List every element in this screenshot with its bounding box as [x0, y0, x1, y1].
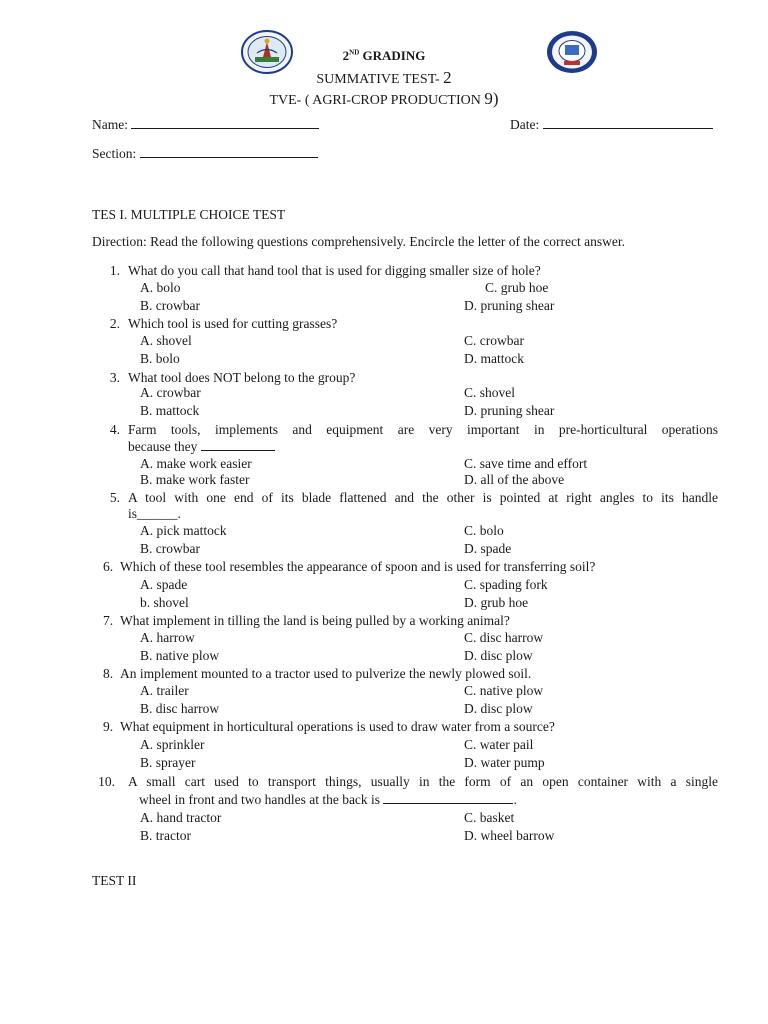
section-label: Section: — [92, 146, 137, 161]
choice-d: D. water pump — [464, 755, 545, 770]
grading-sup: ND — [349, 48, 360, 57]
grading-word: GRADING — [362, 48, 426, 63]
question-text: An implement mounted to a tractor used to pulverize the newly plowed soil. — [120, 666, 532, 681]
choice-d: D. disc plow — [464, 701, 533, 716]
test-title-num: 2 — [443, 68, 452, 87]
grading-title — [0, 48, 768, 64]
question-text: A small cart used to transport things, usually in the form of an open container with a single — [128, 774, 718, 789]
choice-d: D. disc plow — [464, 648, 533, 663]
choice-b: B. disc harrow — [140, 701, 220, 716]
choice-b: B. crowbar — [140, 298, 200, 313]
choice-b: B. sprayer — [140, 755, 196, 770]
choice-b: B. crowbar — [140, 541, 200, 556]
test2-heading: TEST II — [92, 873, 137, 888]
question-text: Farm tools, implements and equipment are very important in pre-horticultural operations — [128, 422, 718, 437]
choice-a: A. harrow — [140, 630, 195, 645]
question-text-end: . — [513, 792, 517, 807]
test-title — [0, 68, 768, 88]
choice-a: A. sprinkler — [140, 737, 205, 752]
choice-a: A. shovel — [140, 333, 192, 348]
choice-c: C. water pail — [464, 737, 534, 752]
date-label: Date: — [510, 117, 540, 132]
answer-blank[interactable] — [383, 792, 513, 804]
question-text-continued-words: because they — [128, 439, 201, 454]
date-blank[interactable] — [543, 116, 713, 129]
choice-a: A. pick mattock — [140, 523, 227, 538]
choice-d: D. spade — [464, 541, 512, 556]
choice-b: B. tractor — [140, 828, 191, 843]
date-field — [510, 116, 713, 133]
subject-num: 9) — [484, 89, 499, 108]
choice-d: D. grub hoe — [464, 595, 529, 610]
subject-text: TVE- ( AGRI-CROP PRODUCTION — [269, 93, 485, 108]
question-text-continued — [139, 792, 517, 808]
answer-blank[interactable] — [201, 439, 275, 451]
choice-b: B. bolo — [140, 351, 180, 366]
test1-direction: Direction: Read the following questions comprehensively. Encircle the letter of the correct answer. — [92, 234, 625, 249]
question-number: 2. — [109, 316, 120, 331]
choice-a: A. make work easier — [140, 456, 252, 471]
question-number: 3. — [109, 370, 120, 385]
subject-title — [0, 89, 768, 109]
choice-a: A. bolo — [140, 280, 181, 295]
choice-c: C. crowbar — [464, 333, 524, 348]
choice-a: A. spade — [140, 577, 188, 592]
question-text: A tool with one end of its blade flattened and the other is pointed at right angles to its handle — [128, 490, 718, 505]
question-number: 6. — [103, 559, 114, 574]
question-text-continued — [128, 439, 275, 455]
question-text: What tool does NOT belong to the group? — [128, 370, 356, 385]
question-text: What equipment in horticultural operations is used to draw water from a source? — [120, 719, 555, 734]
choice-c: C. native plow — [464, 683, 544, 698]
choice-b: B. native plow — [140, 648, 220, 663]
choice-b: b. shovel — [140, 595, 189, 610]
question-number: 7. — [103, 613, 114, 628]
choice-b: B. make work faster — [140, 472, 250, 487]
question-text: What implement in tilling the land is being pulled by a working animal? — [120, 613, 510, 628]
grading-num: 2 — [342, 48, 350, 63]
question-number: 5. — [109, 490, 120, 505]
question-text-continued — [128, 506, 181, 522]
test-title-text: SUMMATIVE TEST- — [316, 72, 444, 87]
name-field — [92, 116, 319, 133]
choice-a: A. trailer — [140, 683, 189, 698]
question-number: 1. — [109, 263, 120, 278]
choice-c: C. shovel — [464, 385, 516, 400]
question-number: 9. — [103, 719, 114, 734]
question-text-continued-words: wheel in front and two handles at the back is — [139, 792, 384, 807]
choice-a: A. crowbar — [140, 385, 201, 400]
question-number: 10. — [98, 774, 115, 789]
choice-c: C. basket — [464, 810, 515, 825]
choice-d: D. mattock — [464, 351, 524, 366]
choice-c: C. grub hoe — [485, 280, 549, 295]
name-label: Name: — [92, 117, 128, 132]
choice-c: C. disc harrow — [464, 630, 544, 645]
choice-b: B. mattock — [140, 403, 200, 418]
choice-a: A. hand tractor — [140, 810, 222, 825]
question-text: Which tool is used for cutting grasses? — [128, 316, 338, 331]
choice-d: D. all of the above — [464, 472, 565, 487]
choice-d: D. pruning shear — [464, 403, 555, 418]
choice-d: D. wheel barrow — [464, 828, 555, 843]
question-number: 4. — [109, 422, 120, 437]
choice-c: C. spading fork — [464, 577, 548, 592]
choice-c: C. bolo — [464, 523, 504, 538]
section-blank[interactable] — [140, 145, 318, 158]
question-number: 8. — [103, 666, 114, 681]
name-blank[interactable] — [131, 116, 319, 129]
section-field — [92, 145, 318, 162]
choice-d: D. pruning shear — [464, 298, 555, 313]
question-text: Which of these tool resembles the appearance of spoon and is used for transferring soil? — [120, 559, 596, 574]
choice-c: C. save time and effort — [464, 456, 588, 471]
question-text-continued-words: is______. — [128, 506, 181, 521]
test1-heading: TES I. MULTIPLE CHOICE TEST — [92, 207, 286, 222]
question-text: What do you call that hand tool that is used for digging smaller size of hole? — [128, 263, 541, 278]
